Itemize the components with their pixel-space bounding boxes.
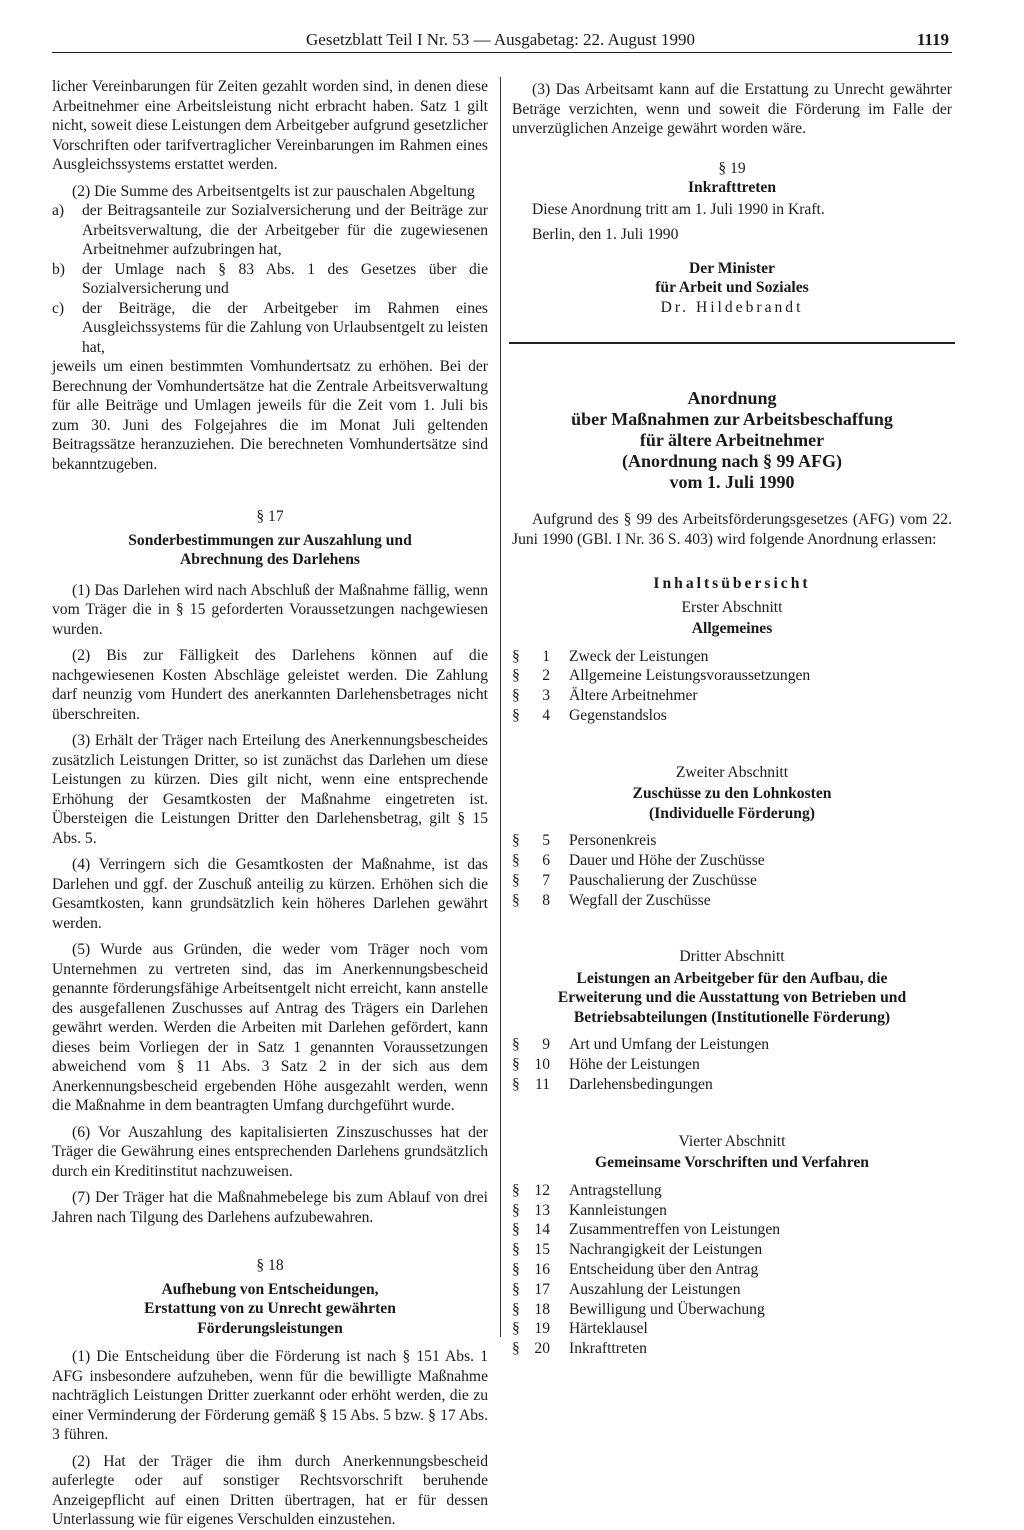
toc-item [512, 686, 952, 706]
toc-item-number: 4 [542, 706, 550, 724]
section-sign: § [512, 1036, 520, 1054]
paragraph-2-intro: (2) Die Summe des Arbeitsentgelts ist zur pauschalen Abgeltung [72, 182, 475, 200]
toc-item-number: 20 [534, 1340, 550, 1358]
paragraph-3: (3) Das Arbeitsamt kann auf die Erstattung zu Unrecht gewährter Beträge verzichten, wenn und soweit die Förderung im Falle der unverzüglichen Anzeige gewährt worden wäre. [512, 81, 952, 137]
gazette-title: Gesetzblatt Teil I Nr. 53 — Ausgabetag: 22. August 1990 [306, 30, 695, 49]
toc-item-number: 8 [542, 891, 550, 909]
list-item [52, 201, 488, 260]
paragraph: (1) Das Darlehen wird nach Abschluß der Maßnahme fällig, wenn vom Träger die in § 15 geforderten Voraussetzungen nachgewiesen wurden. [52, 581, 488, 638]
toc-item [512, 851, 952, 871]
paragraph-2-end: jeweils um einen bestimmten Vomhundertsatz zu erhöhen. Bei der Berechnung der Vomhundertsätze hat die Zentrale Arbeitsverwaltung für alle Beiträge und Umlagen jeweils für die Zeit vom 1. Juli bis zum 30. Juni des Folgejahres die im Monat Juli geltenden Beitragssätze heranzuziehen. Die berechneten Vomhundertsätze sind bekanntzugeben. [52, 358, 488, 473]
toc-item-title: Höhe der Leistungen [569, 1056, 700, 1074]
toc-items [512, 1035, 952, 1094]
toc-item-title: Dauer und Höhe der Zuschüsse [569, 851, 765, 869]
toc-section-title: (Individuelle Förderung) [649, 804, 815, 822]
toc-item [512, 831, 952, 851]
toc-item-title: Härteklausel [569, 1320, 648, 1338]
section-18-paragraphs [52, 1347, 488, 1530]
toc-item-number: 18 [534, 1300, 550, 1318]
toc-item-number: 9 [542, 1036, 550, 1054]
section-17-title: Sonderbestimmungen zur Auszahlung und Abrechnung des Darlehens [128, 531, 412, 568]
header-rule [52, 52, 952, 53]
list-label: b) [52, 260, 65, 278]
toc-item-title: Zweck der Leistungen [569, 647, 709, 665]
paragraph: (7) Der Träger hat die Maßnahmebelege bis zum Ablauf von drei Jahren nach Tilgung des Darlehens aufzubewahren. [52, 1189, 488, 1226]
toc-item-number: 16 [534, 1260, 550, 1278]
section-sign: § [512, 1241, 520, 1259]
list-text: der Beiträge, die der Arbeitgeber im Rahmen eines Ausgleichssystems für die Zahlung von Urlaubsentgelt zu leisten hat, [82, 299, 488, 356]
section-sign: § [512, 667, 520, 685]
toc-item [512, 1201, 952, 1221]
ordinance-title: Anordnung über Maßnahmen zur Arbeitsbeschaffung für ältere Arbeitnehmer (Anordnung nach § 99 AFG) vom 1. Juli 1990 [571, 388, 893, 492]
toc-item-title: Darlehensbedingungen [569, 1075, 713, 1093]
toc-item-title: Nachrangigkeit der Leistungen [569, 1241, 763, 1259]
toc-item-number: 6 [542, 851, 550, 869]
toc-section-title: Erweiterung und die Ausstattung von Betrieben und [557, 989, 907, 1007]
toc-item-title: Personenkreis [569, 832, 657, 850]
section-sign: § [512, 1340, 520, 1358]
toc-item-title: Gegenstandslos [569, 706, 667, 724]
page-number: 1119 [916, 30, 949, 49]
toc-section-title: Leistungen an Arbeitgeber für den Aufbau, die [576, 969, 888, 987]
section-sign: § [512, 891, 520, 909]
toc-item-title: Art und Umfang der Leistungen [569, 1036, 770, 1054]
section-sign: § [512, 1221, 520, 1239]
toc-items [512, 647, 952, 726]
toc-item-title: Inkrafttreten [569, 1340, 647, 1358]
toc-item [512, 1220, 952, 1240]
toc-item [512, 706, 952, 726]
paragraph: (4) Verringern sich die Gesamtkosten der Maßnahme, ist das Darlehen und ggf. der Zuschuß anteilig zu kürzen. Erhöhen sich die Gesamtkosten, kann grundsätzlich kein höheres Darlehen gewährt werden. [52, 856, 488, 932]
toc-section-name: Zweiter Abschnitt [675, 763, 789, 781]
section-sign: § [512, 1300, 520, 1318]
toc-item [512, 1300, 952, 1320]
section-sign: § [512, 1280, 520, 1298]
toc-item-title: Antragstellung [569, 1181, 662, 1199]
toc-title: Inhaltsübersicht [653, 575, 811, 592]
table-of-contents [512, 598, 952, 1359]
paragraph: (2) Bis zur Fälligkeit des Darlehens können auf die nachgewiesenen Kosten Abschläge geleistet werden. Die Zahlung darf neunzig vom Hundert des anerkannten Darlehensbetrages nicht überschreiten. [52, 647, 488, 723]
toc-item-title: Allgemeine Leistungsvoraussetzungen [569, 667, 811, 685]
place-date: Berlin, den 1. Juli 1990 [532, 226, 679, 243]
toc-item [512, 1339, 952, 1359]
toc-item [512, 871, 952, 891]
toc-item-number: 15 [534, 1241, 550, 1259]
section-18-number: § 18 [256, 1257, 284, 1274]
toc-item-number: 5 [542, 832, 550, 850]
toc-item [512, 1280, 952, 1300]
toc-item-number: 14 [534, 1221, 550, 1239]
toc-section-name: Vierter Abschnitt [678, 1132, 786, 1150]
list-item [52, 299, 488, 358]
list-item [52, 260, 488, 299]
toc-item-number: 11 [534, 1075, 550, 1093]
paragraph: (5) Wurde aus Gründen, die weder vom Träger noch vom Unternehmen zu vertreten sind, das im Anerkennungsbescheid genannte förderungsfähige Arbeitsentgelt nicht erreicht, kann anstelle des ausgefallenen Zuschusses auf Antrag des Trägers ein Darlehen gewährt werden. Werden die Arbeiten mit Darlehen gefördert, kann dieses beim Vorliegen der in Satz 1 genannten Voraussetzungen abweichend vom § 11 Abs. 3 Satz 2 in der sich aus dem Anerkennungsbescheid ergebenden Höhe ausgezahlt werden, wenn die Maßnahme in dem beantragten Umfang durchgeführt wurde. [52, 941, 488, 1114]
section-sign: § [512, 1320, 520, 1338]
section-sign: § [512, 1260, 520, 1278]
toc-item [512, 666, 952, 686]
section-17-paragraphs [52, 581, 488, 1228]
signer-name: Dr. Hildebrandt [660, 298, 804, 316]
toc-item [512, 1055, 952, 1075]
section-sign: § [512, 1056, 520, 1074]
toc-item-number: 19 [534, 1320, 550, 1338]
toc-item-title: Zusammentreffen von Leistungen [569, 1221, 781, 1239]
toc-item [512, 1319, 952, 1339]
list-label: c) [52, 299, 65, 317]
ordinance-intro: Aufgrund des § 99 des Arbeitsförderungsgesetzes (AFG) vom 22. Juni 1990 (GBl. I Nr. 36 S. 403) wird folgende Anordnung erlassen: [512, 511, 952, 548]
right-column [512, 80, 952, 1359]
section-sign: § [512, 706, 520, 724]
paragraph: (3) Erhält der Träger nach Erteilung des Anerkennungsbescheides zusätzlich Leistungen Dritter, so ist zunächst das Darlehen um diese Leistungen zu kürzen. Dies gilt nicht, wenn eine entsprechende Erhöhung der Gesamtkosten der Maßnahme eingetreten ist. Übersteigen die Leistungen Dritter den Darlehensbetrag, gilt § 15 Abs. 5. [52, 732, 488, 847]
toc-item-title: Pauschalierung der Zuschüsse [569, 871, 757, 889]
section-sign: § [512, 647, 520, 665]
section-19-number: § 19 [718, 159, 746, 177]
list-text: der Umlage nach § 83 Abs. 1 des Gesetzes über die Sozialversicherung und [82, 260, 488, 297]
toc-section-title: Betriebsabteilungen (Institutionelle Förderung) [573, 1008, 891, 1026]
toc-item-title: Kannleistungen [569, 1201, 667, 1219]
list-text: der Beitragsanteile zur Sozialversicherung und der Beiträge zur Arbeitsverwaltung, die der Arbeitgeber für die zugewiesenen Arbeitnehmer aufzubringen hat, [82, 202, 488, 258]
toc-item-number: 2 [542, 667, 550, 685]
toc-items [512, 1181, 952, 1359]
toc-item-number: 7 [542, 871, 550, 889]
continued-paragraph: licher Vereinbarungen für Zeiten gezahlt worden sind, in denen diese Arbeitnehmer eine Arbeitsleistung nicht erbracht haben. Satz 1 gilt nicht, soweit diese Leistungen dem Arbeitgeber aufgrund gesetzlicher Vorschriften oder tarifvertraglicher Vereinbarungen im Rahmen eines Ausgleichssystems erstattet werden. [52, 78, 488, 173]
paragraph: (6) Vor Auszahlung des kapitalisierten Zinszuschusses hat der Träger die Gewährung eines entsprechenden Darlehens grundsätzlich durch ein Kreditinstitut nachzuweisen. [52, 1123, 488, 1180]
toc-item [512, 1035, 952, 1055]
section-separator [509, 342, 955, 344]
section-sign: § [512, 1075, 520, 1093]
section-sign: § [512, 1181, 520, 1199]
paragraph-2-list [52, 201, 488, 357]
list-label: a) [52, 202, 65, 219]
toc-item [512, 647, 952, 667]
section-17-number: § 17 [256, 508, 284, 525]
toc-item-title: Wegfall der Zuschüsse [569, 891, 711, 909]
section-19-text: Diese Anordnung tritt am 1. Juli 1990 in Kraft. [532, 200, 825, 218]
signature-block: Der Minister für Arbeit und Soziales [655, 259, 809, 296]
toc-item-number: 3 [542, 687, 550, 705]
paragraph: (1) Die Entscheidung über die Förderung ist nach § 151 Abs. 1 AFG insbesondere aufzuheben, wenn für die bewilligte Maßnahme nachträglich Leistungen Dritter zuerkannt oder erhöht werden, die zu einer Verminderung der Förderung gemäß § 15 Abs. 5 bzw. § 17 Abs. 3 führen. [52, 1348, 488, 1443]
paragraph: (2) Hat der Träger die ihm durch Anerkennungsbescheid auferlegte oder auf sonstiger Rechtsvorschrift beruhende Anzeigepflicht auf einen Dritten übertragen, hat er für dessen Unterlassung wie für eigenes Verschulden einzustehen. [52, 1452, 488, 1528]
section-sign: § [512, 871, 520, 889]
toc-section-title: Gemeinsame Vorschriften und Verfahren [595, 1154, 869, 1172]
section-18-title: Aufhebung von Entscheidungen, Erstattung von zu Unrecht gewährten Förderungsleistungen [144, 1280, 396, 1337]
section-sign: § [512, 832, 520, 850]
toc-item-title: Auszahlung der Leistungen [569, 1280, 741, 1298]
section-sign: § [512, 851, 520, 869]
toc-item-title: Ältere Arbeitnehmer [569, 687, 698, 705]
toc-section-title: Zuschüsse zu den Lohnkosten [632, 785, 832, 803]
toc-item [512, 891, 952, 911]
toc-section-name: Erster Abschnitt [681, 598, 783, 616]
toc-items [512, 831, 952, 910]
page-header [52, 28, 949, 52]
toc-item [512, 1240, 952, 1260]
toc-item [512, 1260, 952, 1280]
toc-item-number: 10 [534, 1056, 550, 1074]
toc-item-number: 17 [534, 1280, 550, 1298]
toc-section-title: Allgemeines [691, 620, 773, 637]
section-sign: § [512, 687, 520, 705]
toc-item-number: 13 [534, 1201, 550, 1219]
toc-item-number: 1 [542, 647, 550, 665]
toc-item-title: Bewilligung und Überwachung [569, 1300, 765, 1318]
section-sign: § [512, 1201, 520, 1219]
section-19-title: Inkrafttreten [687, 179, 777, 196]
toc-item-title: Entscheidung über den Antrag [569, 1260, 759, 1278]
left-column [52, 77, 488, 1530]
toc-item [512, 1181, 952, 1201]
toc-section-name: Dritter Abschnitt [679, 948, 785, 966]
column-divider [500, 77, 501, 1337]
toc-item [512, 1075, 952, 1095]
toc-item-number: 12 [534, 1181, 550, 1199]
